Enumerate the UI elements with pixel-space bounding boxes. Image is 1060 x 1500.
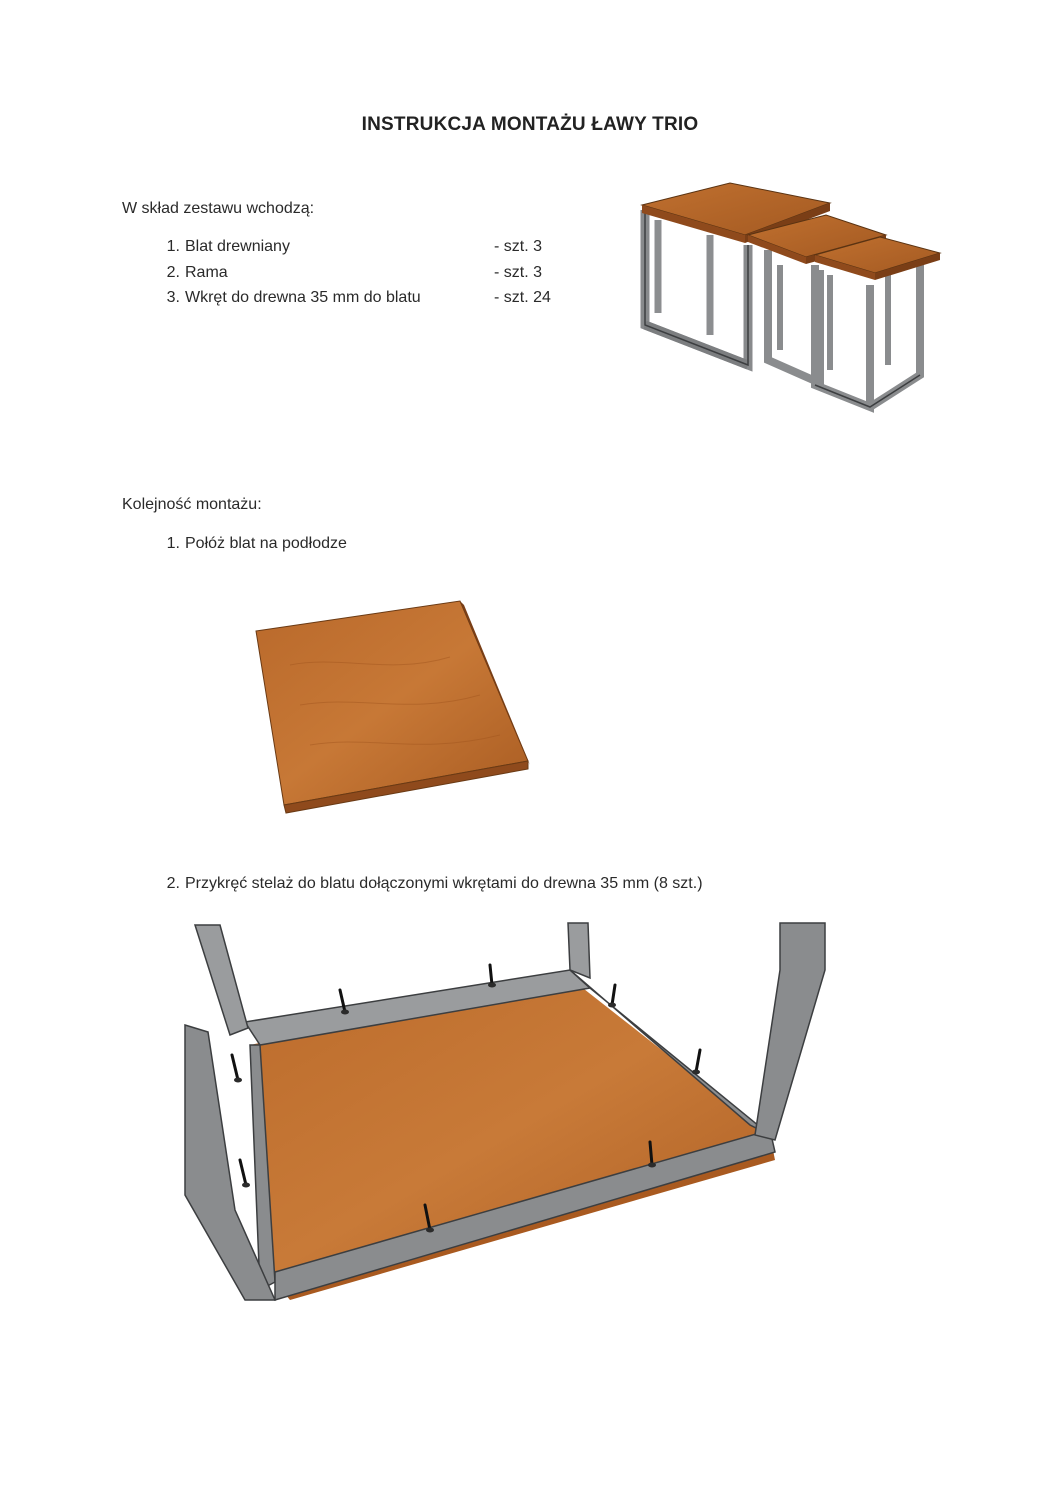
step-text: Przykręć stelaż do blatu dołączonymi wkrętami do drewna 35 mm (8 szt.) — [185, 875, 703, 892]
step-number: 1. — [166, 535, 180, 552]
item-label: Rama — [185, 264, 228, 281]
list-item — [150, 238, 543, 260]
item-number: 1. — [166, 238, 180, 255]
page-title: INSTRUKCJA MONTAŻU ŁAWY TRIO — [361, 114, 699, 135]
step-number: 2. — [166, 875, 180, 892]
list-item — [150, 535, 347, 557]
item-number: 3. — [166, 289, 180, 306]
contents-heading: W skład zestawu wchodzą: — [122, 200, 315, 217]
frame-assembly-illustration — [180, 920, 830, 1305]
list-item — [150, 289, 551, 311]
item-label: Wkręt do drewna 35 mm do blatu — [185, 289, 421, 306]
item-number: 2. — [166, 264, 180, 281]
item-label: Blat drewniany — [185, 238, 290, 255]
step-text: Połóż blat na podłodze — [185, 535, 347, 552]
item-quantity: - szt. 3 — [494, 238, 543, 255]
list-item — [150, 264, 543, 286]
item-quantity: - szt. 3 — [494, 264, 543, 281]
item-quantity: - szt. 24 — [494, 289, 551, 306]
nesting-tables-illustration — [630, 175, 950, 420]
assembly-heading: Kolejność montażu: — [122, 496, 262, 513]
tabletop-illustration — [250, 595, 540, 820]
list-item — [150, 875, 703, 897]
